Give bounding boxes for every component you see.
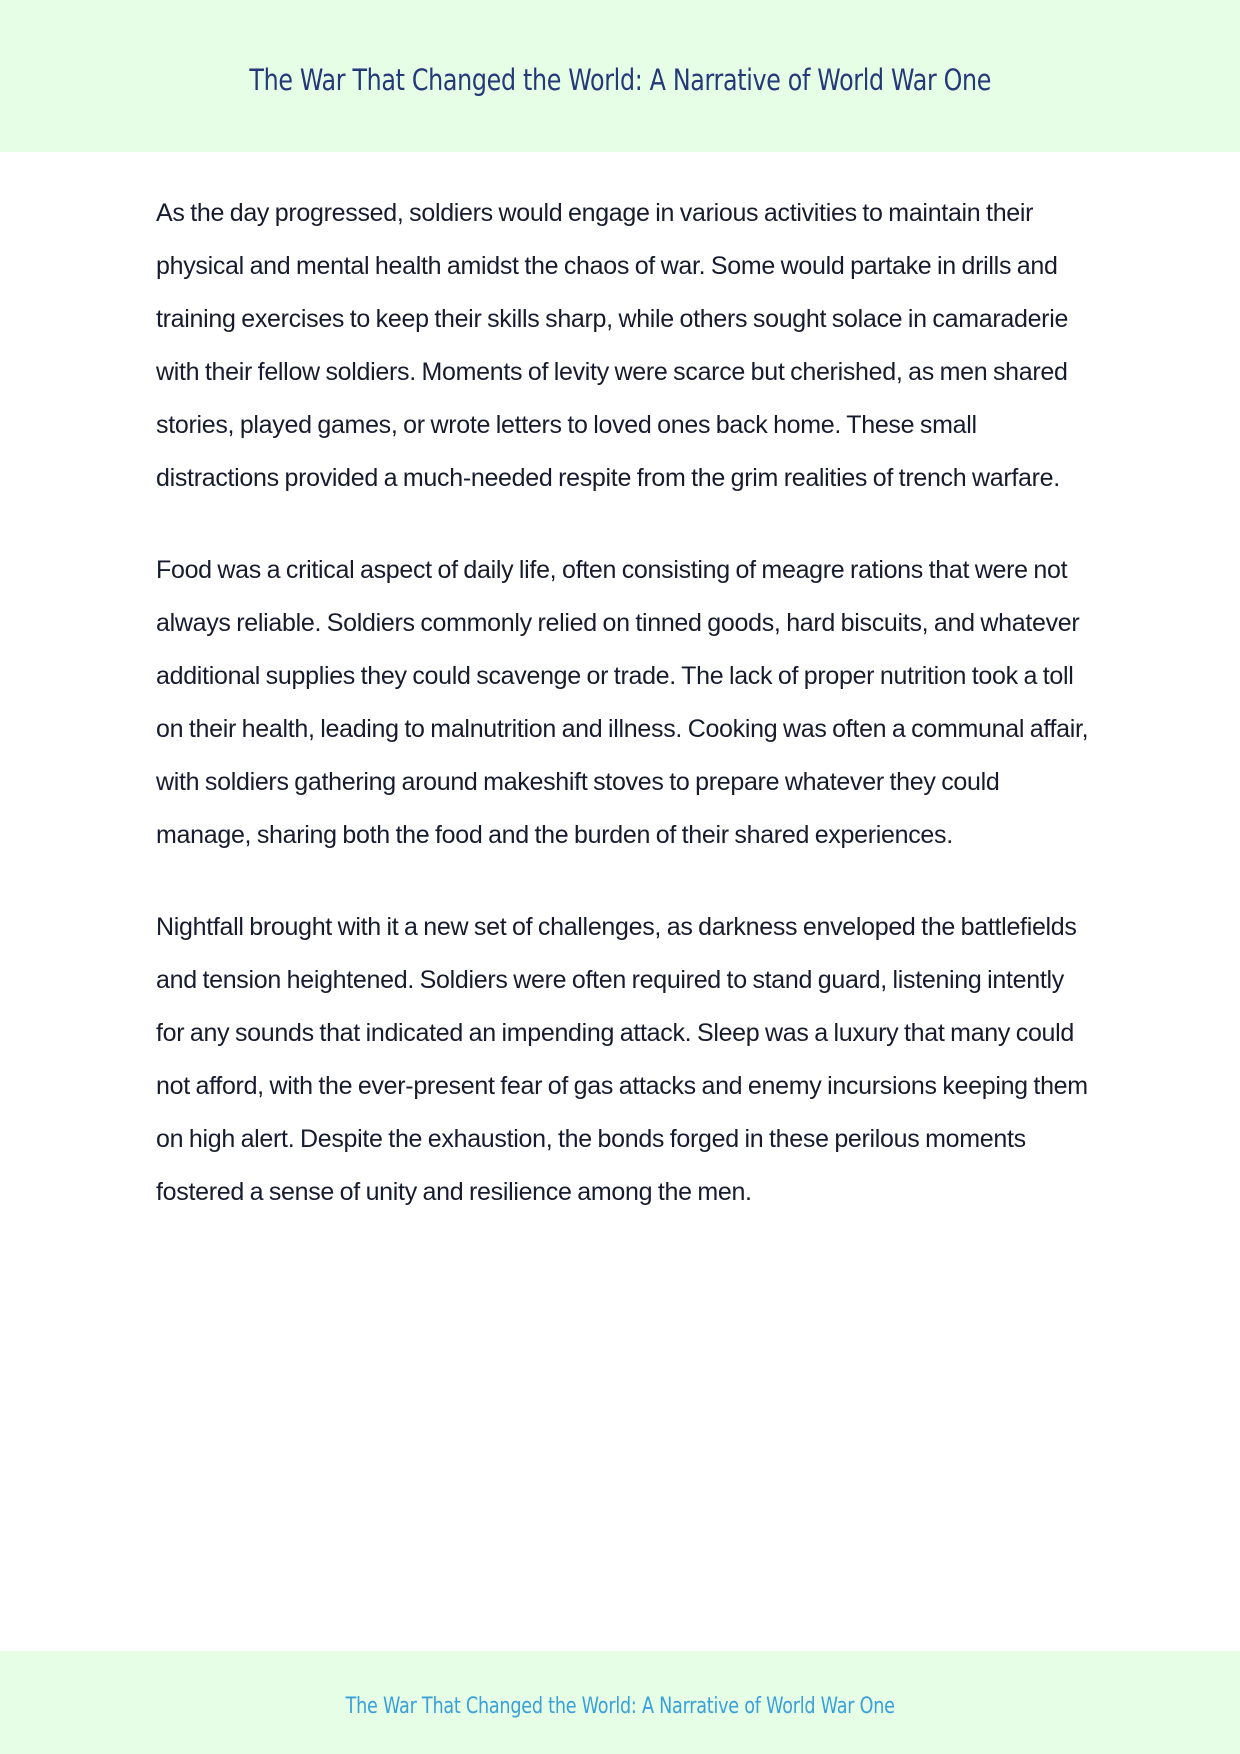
body-paragraph: Food was a critical aspect of daily life, often consisting of meagre rations that were not always reliable. Soldiers commonly relied on tinned goods, hard biscuits, and whatever additional supplies they could scavenge or trade. The lack of proper nutrition took a toll on their health, leading to malnutrition and illness. Cooking was often a communal affair, with soldiers gathering around makeshift stoves to prepare whatever they could manage, sharing both the food and the burden of their shared experiences. bbox=[156, 556, 1089, 849]
page-footer bbox=[0, 1651, 1240, 1754]
body-paragraph: Nightfall brought with it a new set of challenges, as darkness enveloped the battlefields and tension heightened. Soldiers were often required to stand guard, listening intently for any sounds that indicated an impending attack. Sleep was a luxury that many could not afford, with the ever-present fear of gas attacks and enemy incursions keeping them on high alert. Despite the exhaustion, the bonds forged in these perilous moments fostered a sense of unity and resilience among the men. bbox=[156, 913, 1088, 1206]
body-paragraph: As the day progressed, soldiers would engage in various activities to maintain their physical and mental health amidst the chaos of war. Some would partake in drills and training exercises to keep their skills sharp, while others sought solace in camaraderie with their fellow soldiers. Moments of levity were scarce but cherished, as men shared stories, played games, or wrote letters to loved ones back home. These small distractions provided a much-needed respite from the grim realities of trench warfare. bbox=[156, 199, 1069, 492]
footer-title: The War That Changed the World: A Narrative of World War One bbox=[345, 1694, 895, 1719]
page-title: The War That Changed the World: A Narrative of World War One bbox=[249, 63, 991, 97]
page-header bbox=[0, 0, 1240, 152]
document-body bbox=[156, 187, 1096, 1258]
